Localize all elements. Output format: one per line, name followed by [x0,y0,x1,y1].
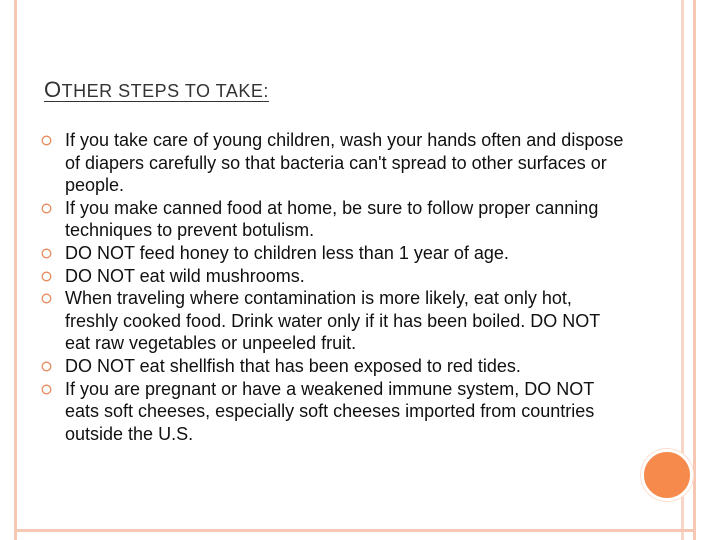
bullet-text: If you make canned food at home, be sure to follow proper canning techniques to prevent botulism. [65,197,599,241]
list-item [40,242,625,265]
slide-title [44,77,269,103]
circle-bullet-icon [41,135,52,146]
circle-bullet-icon [41,293,52,304]
frame-left-line [14,0,17,540]
bullet-text: If you take care of young children, wash your hands often and dispose of diapers carefully so that bacteria can't spread to other surfaces or people. [65,130,624,196]
list-item [40,197,625,242]
frame-right-outer-line [693,0,696,540]
frame-bottom-line [14,529,696,532]
bullet-list [40,129,625,445]
bullet-text: If you are pregnant or have a weakened immune system, DO NOT eats soft cheeses, especially soft cheeses imported from countries outside the U.S. [65,378,595,444]
circle-bullet-icon [41,203,52,214]
bullet-text: DO NOT feed honey to children less than 1 year of age. [65,242,509,263]
circle-bullet-icon [41,384,52,395]
circle-bullet-icon [41,248,52,259]
title-initial: O [44,77,62,102]
list-item [40,265,625,288]
title-text: THER STEPS TO TAKE [61,81,264,101]
title-colon: : [263,81,269,101]
circle-bullet-icon [41,361,52,372]
bullet-text: DO NOT eat wild mushrooms. [65,265,305,286]
list-item [40,378,625,446]
decorative-circle [641,449,693,501]
bullet-text: DO NOT eat shellfish that has been exposed to red tides. [65,355,521,376]
list-item [40,129,625,197]
bullet-text: When traveling where contamination is more likely, eat only hot, freshly cooked food. Drink water only if it has been boiled. DO NOT eat raw vegetables or unpeeled fruit. [65,288,600,354]
list-item [40,355,625,378]
list-item [40,287,625,355]
circle-bullet-icon [41,271,52,282]
